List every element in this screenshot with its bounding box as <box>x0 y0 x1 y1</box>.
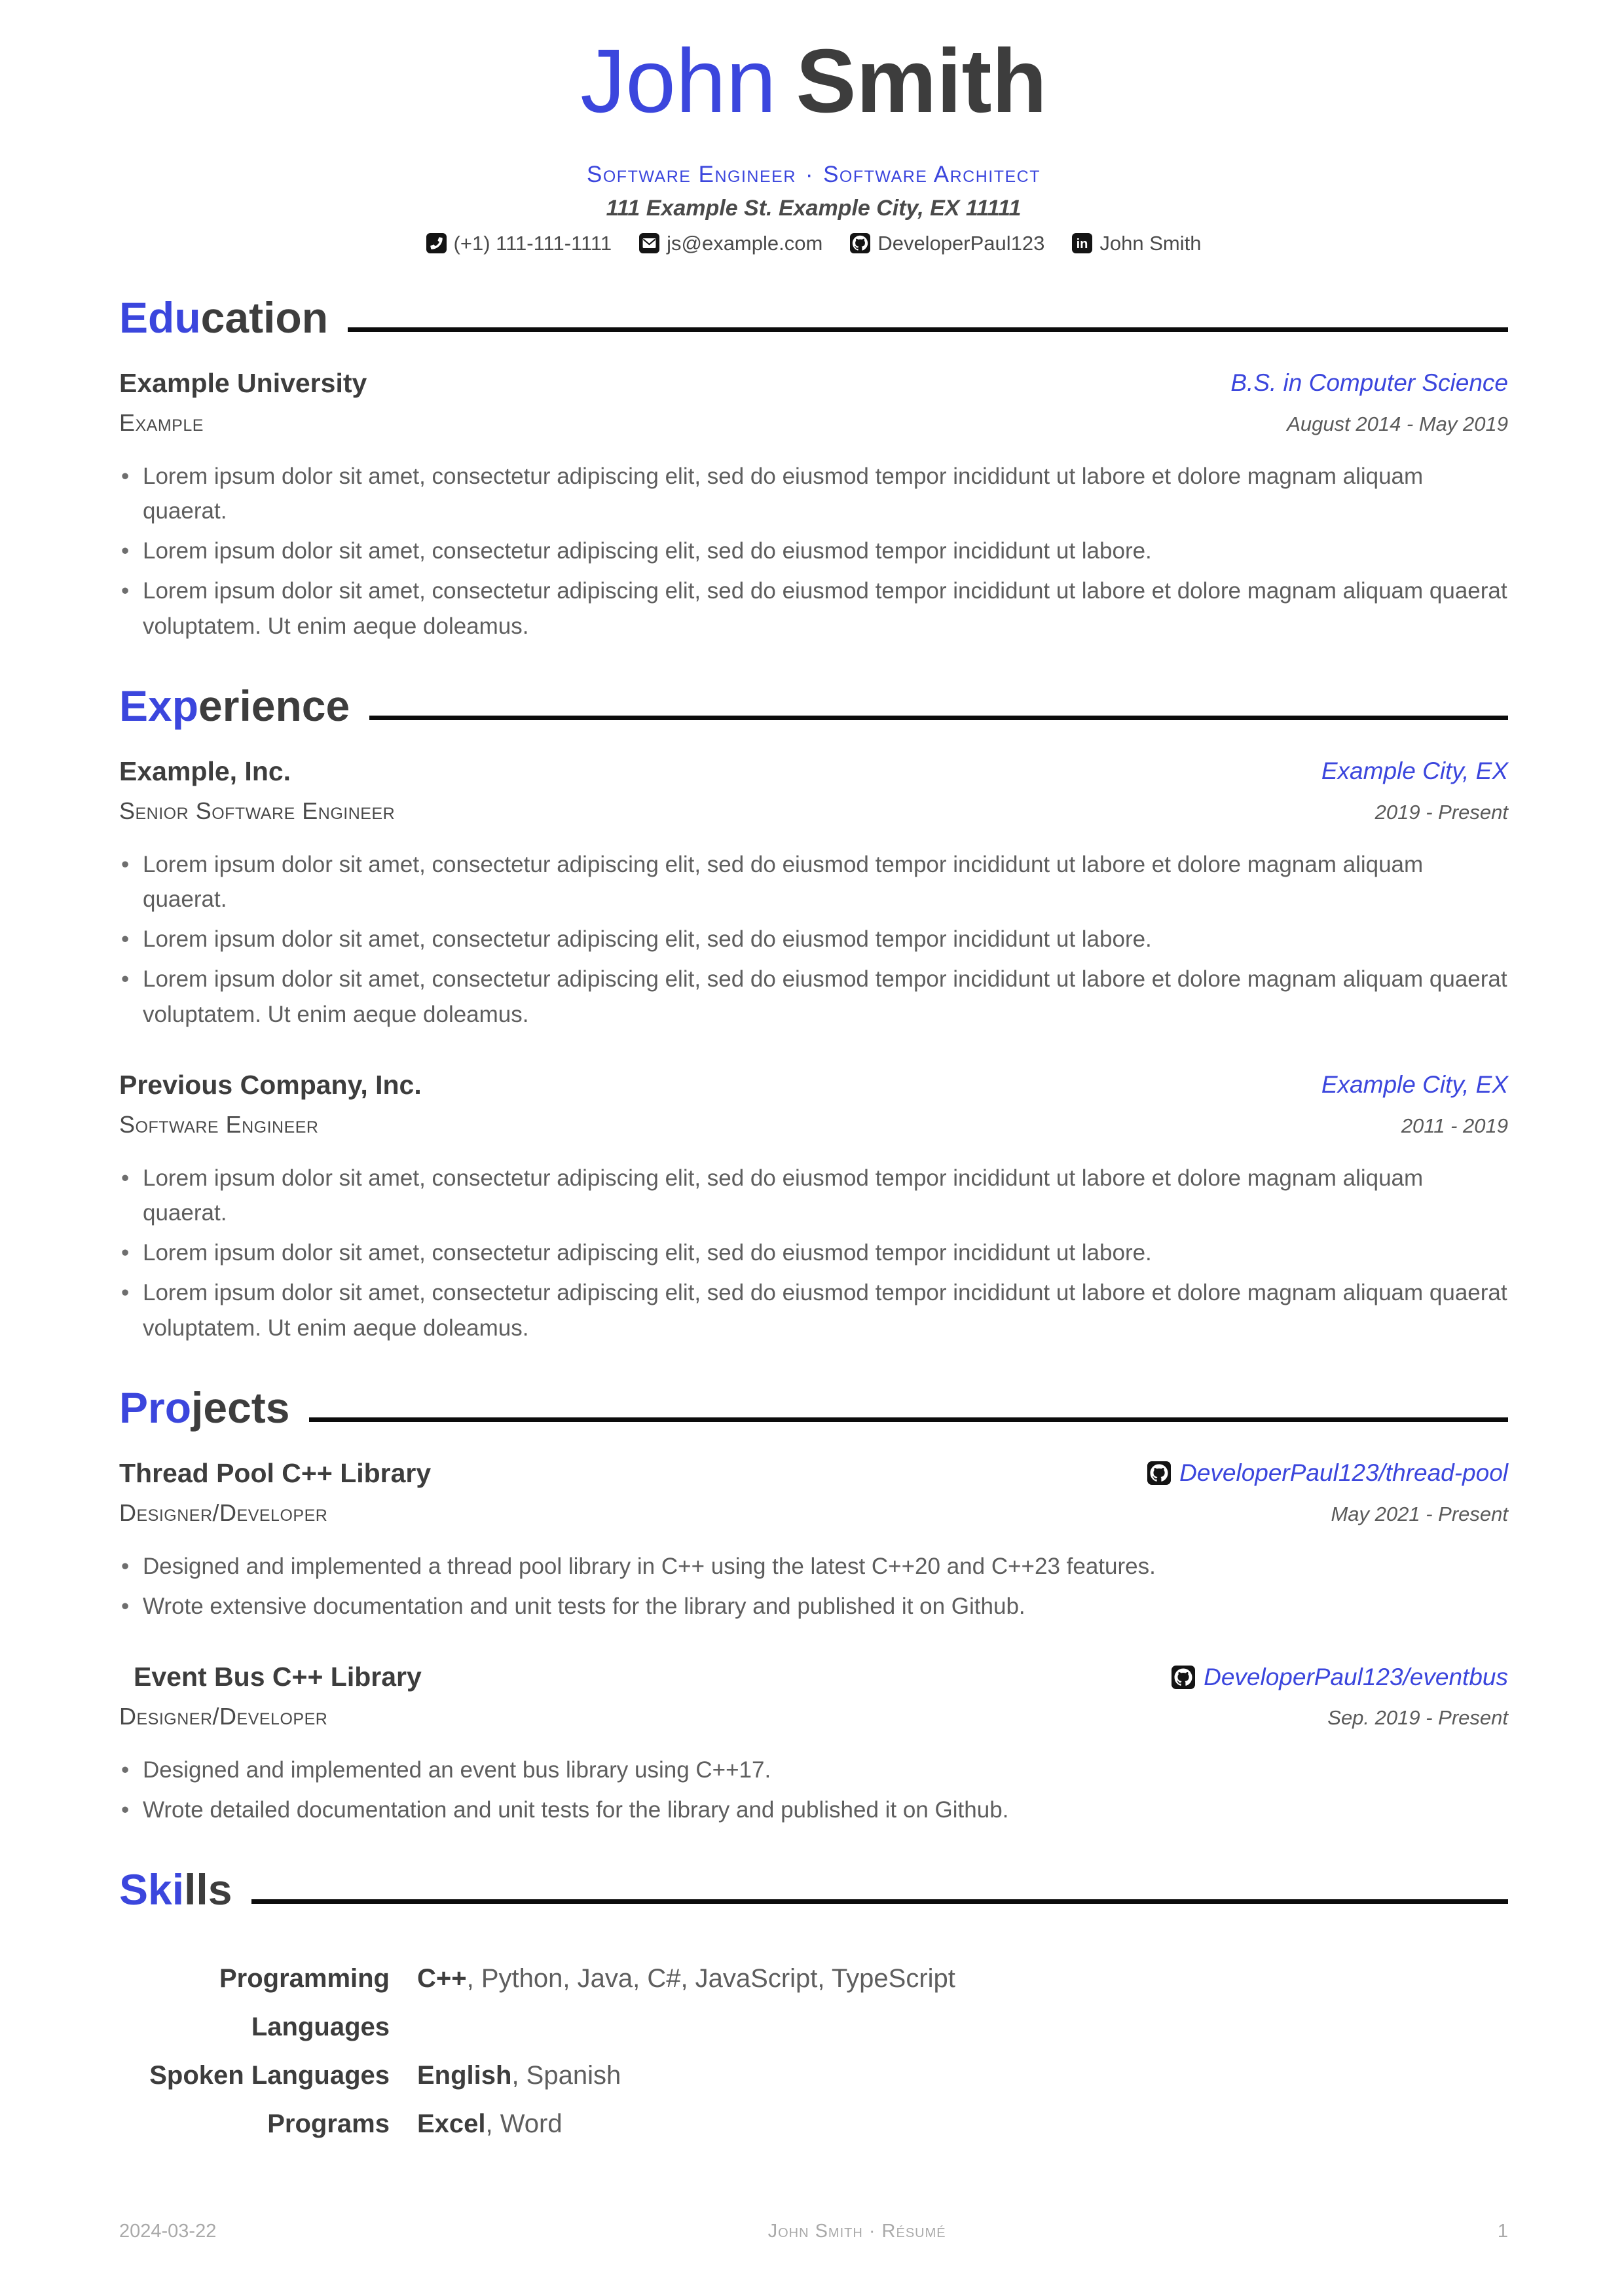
section-skills <box>119 1865 1508 2148</box>
skill-primary: C++ <box>417 1964 467 1994</box>
skills-title <box>119 1865 232 1914</box>
skills-table <box>119 1954 1508 2148</box>
school-name: Example University <box>119 367 367 398</box>
company-name: Previous Company, Inc. <box>119 1069 422 1100</box>
company-name: Example, Inc. <box>119 756 291 786</box>
github-profile-link[interactable] <box>850 232 1044 255</box>
experience-title-accent: Exp <box>119 681 199 730</box>
experience-bullets <box>119 847 1508 1032</box>
contact-bar <box>119 232 1508 255</box>
tagline-role-1: Software Engineer <box>587 161 796 187</box>
github-repo-link[interactable] <box>1172 1664 1508 1691</box>
linkedin-name: John Smith <box>1099 231 1202 255</box>
experience-entry-sub-row <box>119 1111 1508 1139</box>
bullet-item: • Lorem ipsum dolor sit amet, consectetur adipiscing elit, sed do eiusmod tempor incididunt ut labore et dolore magnam aliquam quaerat voluptatem. Ut enim aeque doleamus. <box>119 962 1508 1031</box>
company-location: Example City, EX <box>1321 1071 1508 1099</box>
bullet-item: • Lorem ipsum dolor sit amet, consectetur adipiscing elit, sed do eiusmod tempor incididunt ut labore. <box>119 1235 1508 1270</box>
job-title: Software Engineer <box>119 1110 319 1138</box>
skill-primary: Excel <box>417 2109 486 2139</box>
email-link[interactable] <box>639 232 822 255</box>
project-bullets <box>119 1753 1508 1827</box>
education-position: Example <box>119 409 204 436</box>
project-entry <box>119 1662 1508 1827</box>
projects-header <box>119 1383 1508 1432</box>
bullet-item: • Lorem ipsum dolor sit amet, consectetur adipiscing elit, sed do eiusmod tempor incididunt ut labore et dolore magnam aliquam quaerat. <box>119 1161 1508 1230</box>
bullet-item: • Designed and implemented a thread pool library in C++ using the latest C++20 and C++23 features. <box>119 1549 1508 1584</box>
skill-rest: , Word <box>485 2109 563 2139</box>
tagline-role-2: Software Architect <box>823 161 1041 187</box>
svg-text:in: in <box>1077 237 1088 252</box>
education-bullets <box>119 459 1508 644</box>
phone-link[interactable] <box>426 232 612 255</box>
email-address: js@example.com <box>667 231 823 255</box>
tagline-separator: · <box>805 161 815 187</box>
project-entry-sub-row <box>119 1499 1508 1527</box>
bullet-item: • Wrote detailed documentation and unit tests for the library and published it on Github. <box>119 1793 1508 1827</box>
skill-category: Programs <box>267 2109 390 2139</box>
education-entry-sub-row <box>119 409 1508 437</box>
experience-entry-title-row <box>119 1070 1508 1101</box>
repo-path: DeveloperPaul123/eventbus <box>1204 1663 1508 1690</box>
github-repo-link[interactable] <box>1147 1459 1508 1487</box>
linkedin-profile-link[interactable] <box>1072 232 1201 255</box>
last-name: Smith <box>796 31 1047 132</box>
address: 111 Example St. Example City, EX 11111 <box>606 195 1022 221</box>
projects-title-accent: Pro <box>119 1383 192 1432</box>
section-rule <box>369 716 1508 720</box>
project-dates: May 2021 - Present <box>1331 1502 1508 1525</box>
section-rule <box>348 327 1508 332</box>
experience-title <box>119 681 350 730</box>
job-title: Senior Software Engineer <box>119 797 396 824</box>
education-title-rest: cation <box>200 293 329 342</box>
company-location: Example City, EX <box>1321 757 1508 785</box>
header <box>119 31 1508 255</box>
project-role: Designer/Developer <box>119 1703 328 1730</box>
projects-title <box>119 1383 290 1432</box>
experience-entry <box>119 756 1508 1032</box>
bullet-item: • Lorem ipsum dolor sit amet, consectetur adipiscing elit, sed do eiusmod tempor incididunt ut labore. <box>119 922 1508 957</box>
degree: B.S. in Computer Science <box>1230 369 1508 397</box>
education-entry-title-row <box>119 368 1508 399</box>
bullet-item: • Wrote extensive documentation and unit tests for the library and published it on Github. <box>119 1589 1508 1624</box>
experience-header <box>119 681 1508 730</box>
github-username: DeveloperPaul123 <box>877 231 1045 255</box>
project-name: Thread Pool C++ Library <box>119 1457 432 1488</box>
education-header <box>119 293 1508 342</box>
skills-title-rest: lls <box>184 1865 232 1914</box>
skill-rest: , Python, Java, C#, JavaScript, TypeScript <box>466 1964 955 1994</box>
bullet-item: • Lorem ipsum dolor sit amet, consectetur adipiscing elit, sed do eiusmod tempor incididunt ut labore et dolore magnam aliquam quaerat voluptatem. Ut enim aeque doleamus. <box>119 574 1508 643</box>
skill-rest: , Spanish <box>511 2061 621 2090</box>
email-icon <box>639 233 659 253</box>
section-education <box>119 293 1508 644</box>
bullet-item: • Lorem ipsum dolor sit amet, consectetur adipiscing elit, sed do eiusmod tempor incididunt ut labore et dolore magnam aliquam quaerat. <box>119 847 1508 917</box>
repo-path: DeveloperPaul123/thread-pool <box>1179 1459 1508 1487</box>
education-dates: August 2014 - May 2019 <box>1287 412 1508 435</box>
skill-values <box>417 2051 1508 2100</box>
github-icon <box>1147 1461 1171 1485</box>
linkedin-icon <box>1072 233 1092 253</box>
github-icon <box>850 233 870 253</box>
phone-icon <box>426 233 447 253</box>
job-dates: 2019 - Present <box>1375 800 1508 824</box>
bullet-item: • Lorem ipsum dolor sit amet, consectetur adipiscing elit, sed do eiusmod tempor incididunt ut labore. <box>119 534 1508 568</box>
skill-values <box>417 2100 1508 2148</box>
bullet-item: • Designed and implemented an event bus library using C++17. <box>119 1753 1508 1787</box>
job-dates: 2011 - 2019 <box>1401 1114 1508 1137</box>
experience-entry-sub-row <box>119 797 1508 825</box>
bullet-item: • Lorem ipsum dolor sit amet, consectetur adipiscing elit, sed do eiusmod tempor incididunt ut labore et dolore magnam aliquam quaerat voluptatem. Ut enim aeque doleamus. <box>119 1275 1508 1345</box>
projects-title-rest: jects <box>191 1383 290 1432</box>
project-name: Event Bus C++ Library <box>134 1662 422 1692</box>
skills-title-accent: Ski <box>119 1865 185 1914</box>
project-entry <box>119 1458 1508 1624</box>
project-dates: Sep. 2019 - Present <box>1327 1706 1508 1730</box>
footer-page-number: 1 <box>1497 2221 1508 2242</box>
skill-values <box>417 1954 1508 2003</box>
education-title-accent: Edu <box>119 293 201 342</box>
skill-category: Programming Languages <box>219 1964 390 2042</box>
first-name: John <box>580 31 777 132</box>
person-name <box>119 31 1508 132</box>
section-rule <box>251 1899 1508 1904</box>
section-rule <box>309 1417 1508 1422</box>
project-entry-title-row <box>119 1458 1508 1489</box>
job-tagline <box>119 162 1508 188</box>
github-icon <box>1172 1666 1195 1689</box>
bullet-item: • Lorem ipsum dolor sit amet, consectetur adipiscing elit, sed do eiusmod tempor incididunt ut labore et dolore magnam aliquam quaerat. <box>119 459 1508 528</box>
section-experience <box>119 681 1508 1345</box>
footer-document-title: John Smith · Résumé <box>767 2221 946 2242</box>
section-projects <box>119 1383 1508 1828</box>
project-entry-sub-row <box>119 1703 1508 1730</box>
phone-number: (+1) 111-111-1111 <box>453 231 612 255</box>
education-title <box>119 293 329 342</box>
project-role: Designer/Developer <box>119 1499 328 1526</box>
experience-entry <box>119 1070 1508 1345</box>
experience-title-rest: erience <box>198 681 350 730</box>
page-footer <box>119 2221 1508 2242</box>
experience-entry-title-row <box>119 756 1508 787</box>
project-entry-title-row <box>119 1662 1508 1692</box>
education-entry <box>119 368 1508 644</box>
skill-category: Spoken Languages <box>149 2061 390 2090</box>
skill-primary: English <box>417 2061 512 2090</box>
skills-header <box>119 1865 1508 1914</box>
footer-date: 2024-03-22 <box>119 2221 217 2242</box>
experience-bullets <box>119 1161 1508 1345</box>
project-bullets <box>119 1549 1508 1624</box>
